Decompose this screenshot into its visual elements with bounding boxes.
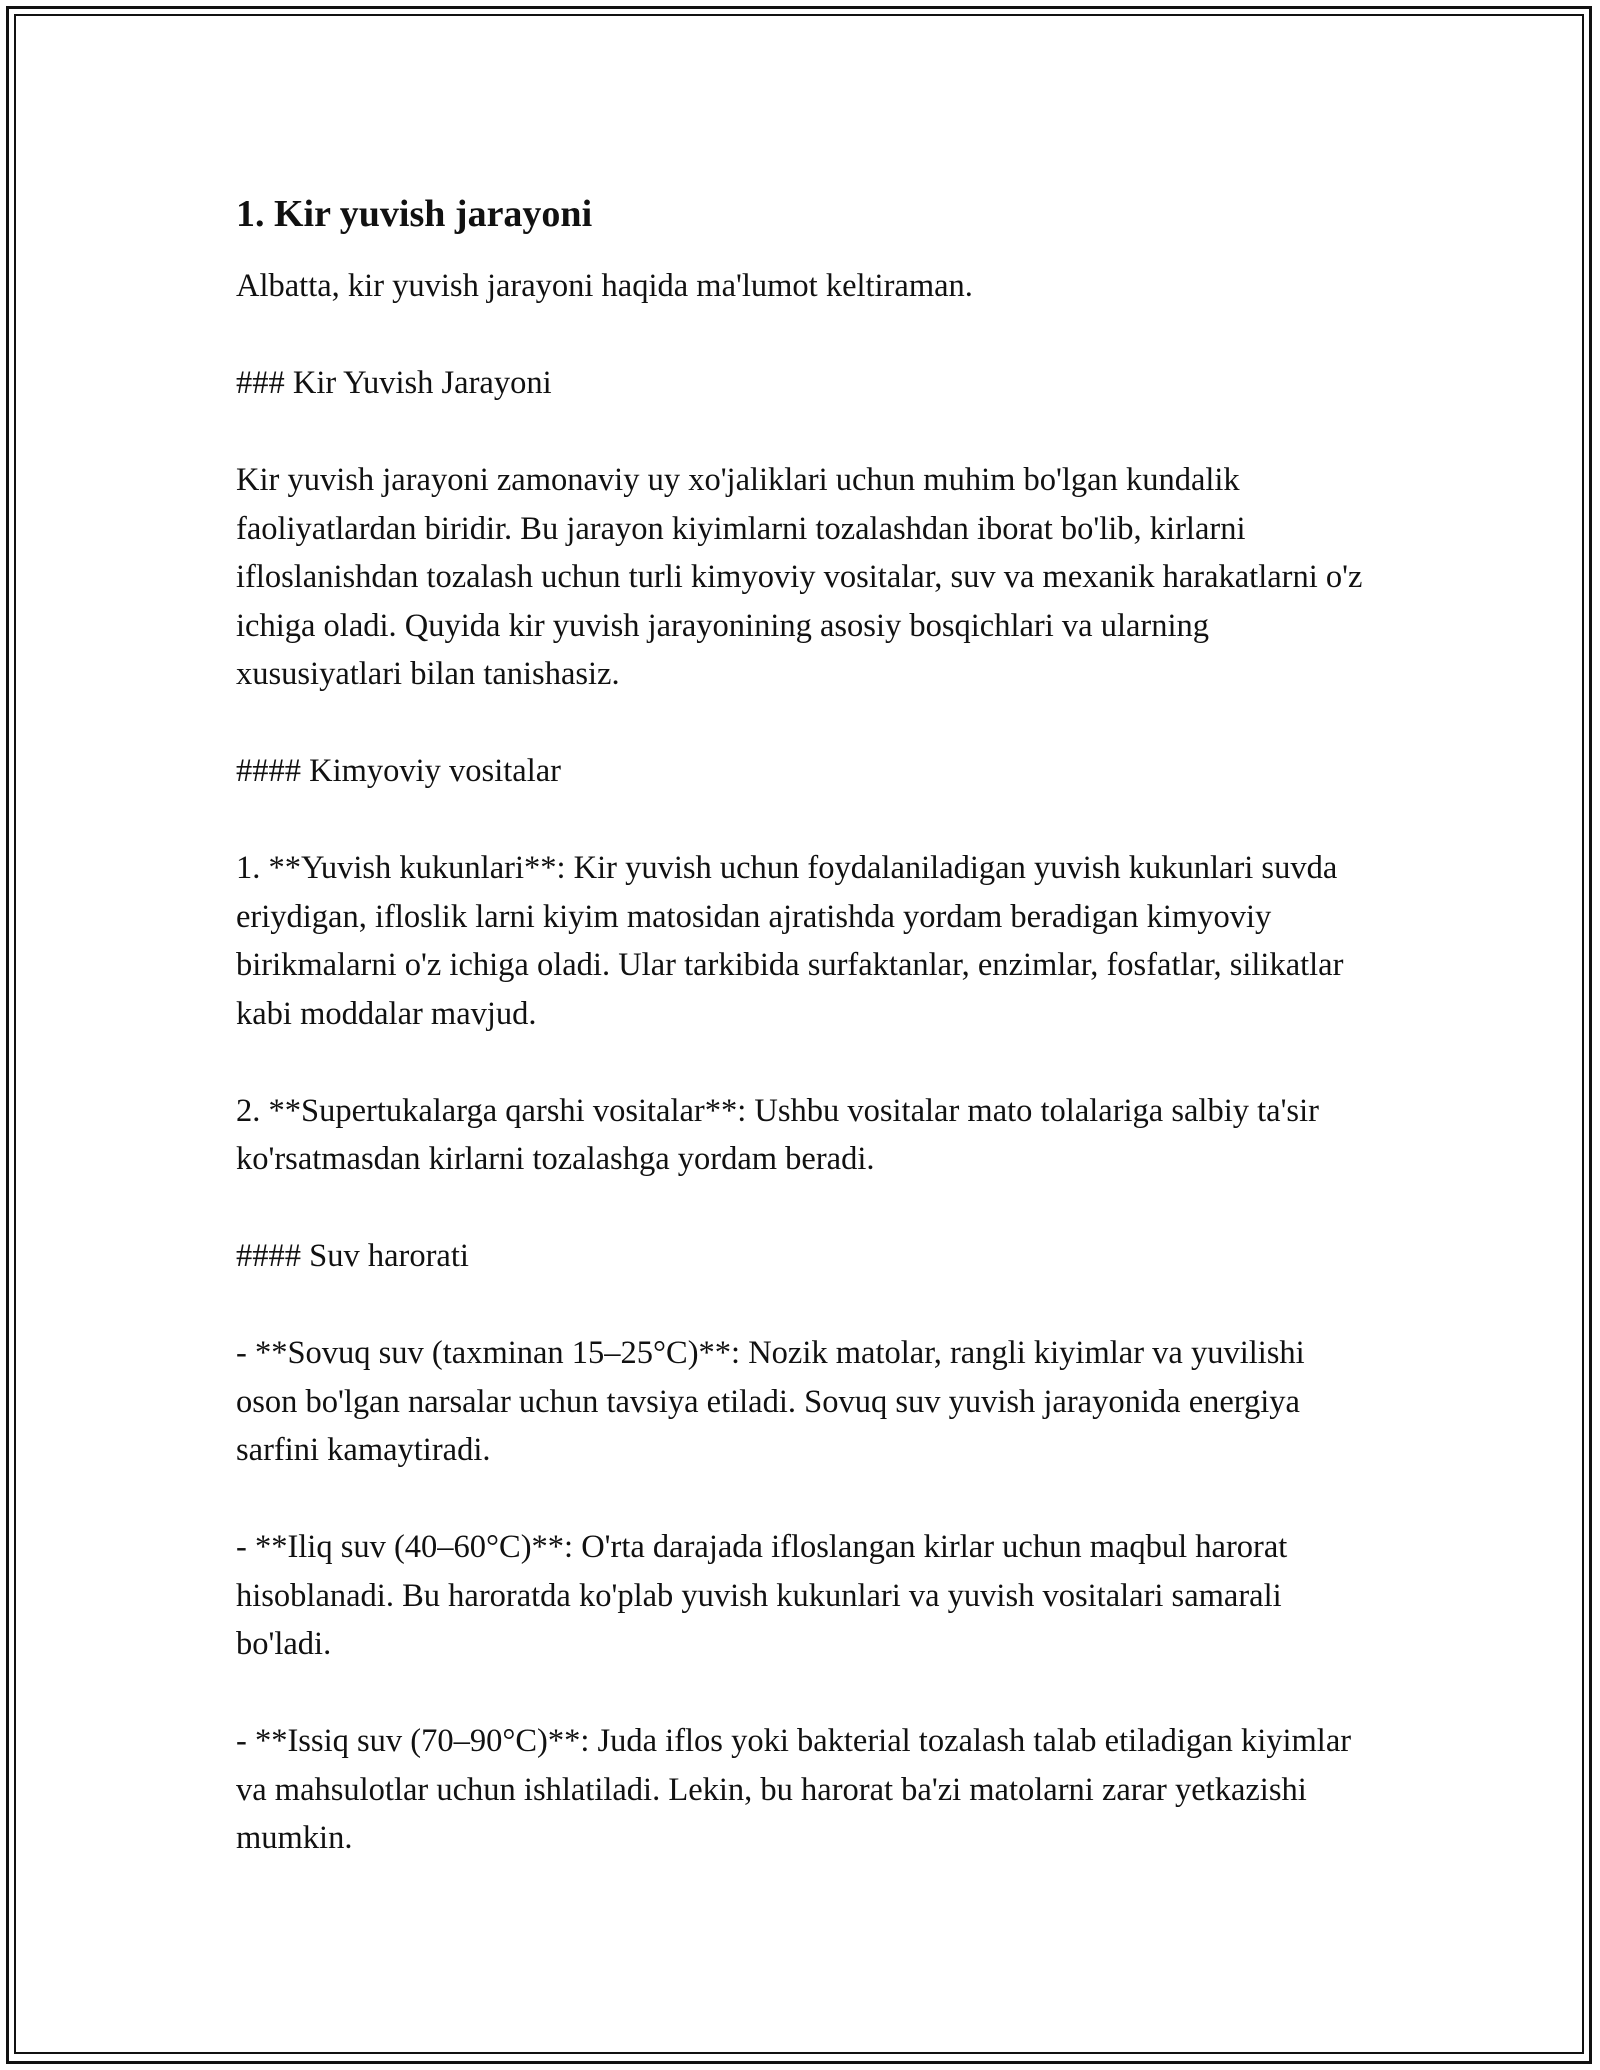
body-paragraph: Kir yuvish jarayoni zamonaviy uy xo'jaliklari uchun muhim bo'lgan kundalik faoliyatlardan biridir. Bu jarayon kiyimlarni tozalashdan iborat bo'lib, kirlarni ifloslanishdan tozalash uchun turli kimyoviy vositalar, suv va mexanik harakatlarni o'z ichiga oladi. Quyida kir yuvish jarayonining asosiy bosqichlari va ularning xususiyatlari bilan tanishasiz. [236, 462, 1363, 692]
list-item-warm-water: - **Iliq suv (40–60°C)**: O'rta darajada ifloslangan kirlar uchun maqbul harorat hisoblanadi. Bu haroratda ko'plab yuvish kukunlari va yuvish vositalari samarali bo'ladi. [236, 1529, 1288, 1662]
document-body [236, 188, 1366, 1911]
subsection-heading-water-temperature: #### Suv harorati [236, 1238, 469, 1274]
list-item-agents: 2. **Supertukalarga qarshi vositalar**: Ushbu vositalar mato tolalariga salbiy ta'sir ko'rsatmasdan kirlarni tozalashga yordam beradi. [236, 1092, 1319, 1177]
document-title: 1. Kir yuvish jarayoni [236, 193, 593, 235]
list-item-hot-water: - **Issiq suv (70–90°C)**: Juda iflos yoki bakterial tozalash talab etiladigan kiyimlar va mahsulotlar uchun ishlatiladi. Lekin, bu harorat ba'zi matolarni zarar yetkazishi mumkin. [236, 1723, 1352, 1856]
list-item-cold-water: - **Sovuq suv (taxminan 15–25°C)**: Nozik matolar, rangli kiyimlar va yuvilishi oson bo'lgan narsalar uchun tavsiya etiladi. Sovuq suv yuvish jarayonida energiya sarfini kamaytiradi. [236, 1335, 1305, 1468]
section-heading: ### Kir Yuvish Jarayoni [236, 365, 552, 401]
intro-paragraph: Albatta, kir yuvish jarayoni haqida ma'lumot keltiraman. [236, 268, 973, 304]
subsection-heading-chemicals: #### Kimyoviy vositalar [236, 753, 561, 789]
list-item-washing-powders: 1. **Yuvish kukunlari**: Kir yuvish uchun foydalaniladigan yuvish kukunlari suvda eriydigan, ifloslik larni kiyim matosidan ajratishda yordam beradigan kimyoviy birikmalarni o'z ichiga oladi. Ular tarkibida surfaktanlar, enzimlar, fosfatlar, silikatlar kabi moddalar mavjud. [236, 850, 1344, 1032]
